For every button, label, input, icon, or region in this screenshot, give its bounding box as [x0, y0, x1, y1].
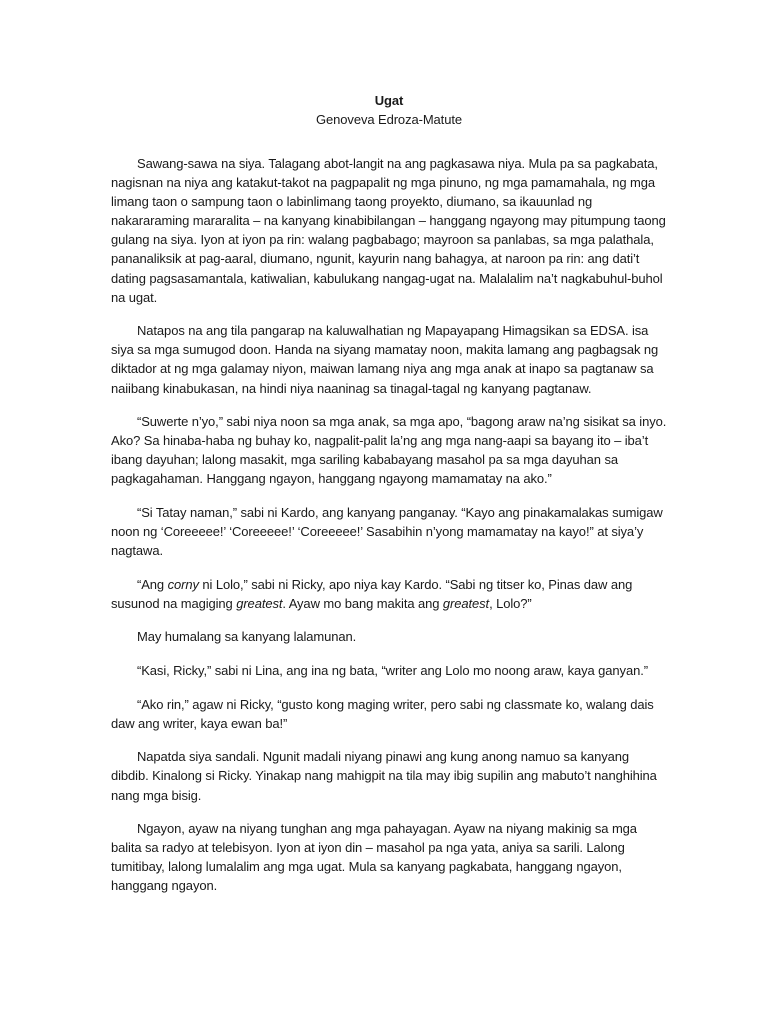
paragraph	[111, 695, 667, 733]
paragraph	[111, 412, 667, 488]
paragraph-text: . Ayaw mo bang makita ang	[282, 595, 443, 611]
document-author: Genoveva Edroza-Matute	[316, 112, 462, 127]
document-title: Ugat	[374, 93, 404, 108]
italic-text: greatest	[236, 595, 283, 611]
paragraph-text: Napatda siya sandali. Ngunit madali niyang pinawi ang kung anong namuo sa kanyang dibdib. Kinalong si Ricky. Yinakap nang mahigpit na tila may ibig supilin ang mabuto’t nanghihina nang mga bisig.	[111, 749, 657, 803]
paragraph-text: Ngayon, ayaw na niyang tunghan ang mga pahayagan. Ayaw na niyang makinig sa mga balita sa radyo at telebisyon. Iyon at iyon din – masahol pa nga yata, aniya sa sarili. Lalong tumitibay, lalong lumalalim ang mga ugat. Mula sa kanyang pagkabata, hanggang ngayon, hanggang ngayon.	[111, 821, 637, 894]
paragraph-text: “Ang	[137, 576, 168, 592]
paragraph-text: ni Lolo,” sabi ni Ricky, apo niya kay Kardo. “Sabi ng titser ko, Pinas daw ang susunod na magiging	[111, 576, 633, 611]
paragraph	[111, 575, 667, 613]
title-spacer	[111, 129, 667, 154]
paragraph	[111, 321, 667, 397]
italic-text: greatest	[442, 595, 490, 611]
paragraph-text: May humalang sa kanyang lalamunan.	[137, 629, 357, 645]
paragraph-text: “Kasi, Ricky,” sabi ni Lina, ang ina ng bata, “writer ang Lolo mo noong araw, kaya ganyan.”	[137, 663, 648, 679]
paragraph	[111, 747, 667, 804]
paragraph-text: , Lolo?”	[489, 595, 532, 611]
italic-text: corny	[167, 576, 199, 592]
paragraph	[111, 503, 667, 560]
paragraph-text: Sawang-sawa na siya. Talagang abot-langit na ang pagkasawa niya. Mula pa sa pagkabata, nagisnan na niya ang katakut-takot na pagpapalit ng mga pinuno, ng mga pamamahala, ng mga limang taon o sampung taon o labinlimang taong proyekto, diumano, sa ikauunlad ng nakararaming mararalita – na kanyang kinabibilangan – hanggang ngayong may pitumpung taong gulang na siya. Iyon at iyon pa rin: walang pagbabago; mayroon sa panlabas, sa mga palathala, pananaliksik at pag-aaral, diumano, ngunit, kayurin nang bahagya, at naroon pa rin: ang dati’t dating pagsasamantala, katiwalian, kabulukang nangag-ugat na. Malalalim na’t nagkabuhul-buhol na ugat.	[111, 156, 666, 305]
paragraph-text: “Suwerte n’yo,” sabi niya noon sa mga anak, sa mga apo, “bagong araw na’ng sisikat sa inyo. Ako? Sa hinaba-haba ng buhay ko, nagpalit-palit la’ng ang mga nang-aapi sa bayang ito – iba’t ibang dayuhan; lalong masakit, mga sariling kababayang masahol pa sa mga dayuhan sa pagkagahaman. Hanggang ngayon, hanggang ngayong mamamatay na ako.”	[111, 414, 667, 487]
paragraph	[111, 627, 667, 646]
paragraph	[111, 819, 667, 895]
paragraph-text: “Ako rin,” agaw ni Ricky, “gusto kong maging writer, pero sabi ng classmate ko, walang dais daw ang writer, kaya ewan ba!”	[111, 696, 654, 731]
document-body	[111, 91, 667, 910]
paragraph-text: “Si Tatay naman,” sabi ni Kardo, ang kanyang panganay. “Kayo ang pinakamalakas sumigaw noon ng ‘Coreeeee!’ ‘Coreeeee!’ ‘Coreeeee!’ Sasabihin n’yong mamamatay na kayo!” at siya’y nagtawa.	[111, 505, 663, 559]
paragraph-text: Natapos na ang tila pangarap na kaluwalhatian ng Mapayapang Himagsikan sa EDSA. isa siya sa mga sumugod doon. Handa na siyang mamatay noon, makita lamang ang pagbagsak ng diktador at ng mga galamay niyon, maiwan lamang niya ang mga anak at inapo sa pagtanaw sa naiibang kinabukasan, na hindi niya naaninag sa tinagal-tagal ng kanyang pagtanaw.	[111, 323, 659, 396]
paragraph	[111, 661, 667, 680]
paragraph-list	[111, 154, 667, 896]
paragraph	[111, 154, 667, 307]
